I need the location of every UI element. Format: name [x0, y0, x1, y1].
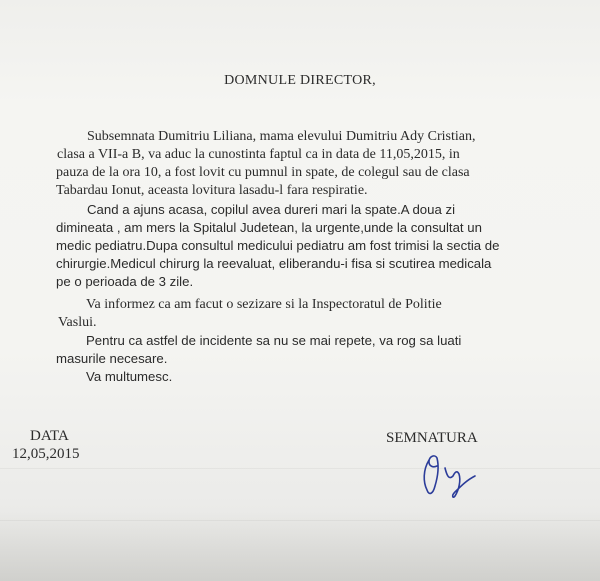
faint-line: [0, 520, 600, 521]
body-line: Pentru ca astfel de incidente sa nu se mai repete, va rog sa luati: [86, 333, 462, 348]
body-line: Cand a ajuns acasa, copilul avea dureri mari la spate.A doua zi: [87, 202, 456, 217]
signature-label: SEMNATURA: [386, 430, 478, 446]
faint-line: [0, 468, 600, 469]
date-value: 12,05,2015: [12, 446, 80, 462]
body-line: Vaslui.: [58, 315, 97, 330]
body-line: chirurgie.Medicul chirurg la reevaluat, eliberandu-i fisa si scutirea medicala: [56, 256, 492, 271]
body-line: Tabardau Ionut, aceasta lovitura lasadu-l fara respiratie.: [56, 183, 368, 198]
body-line: pe o perioada de 3 zile.: [56, 274, 194, 289]
body-line: Va informez ca am facut o sezizare si la Inspectoratul de Politie: [86, 297, 442, 312]
body-line: masurile necesare.: [56, 351, 168, 366]
document-title: DOMNULE DIRECTOR,: [224, 73, 376, 88]
body-line: Subsemnata Dumitriu Liliana, mama elevului Dumitriu Ady Cristian,: [87, 129, 476, 144]
body-line: pauza de la ora 10, a fost lovit cu pumnul in spate, de colegul sau de clasa: [56, 165, 470, 180]
body-line: clasa a VII-a B, va aduc la cunostinta faptul ca in data de 11,05,2015, in: [57, 147, 460, 162]
date-label: DATA: [30, 428, 69, 444]
body-line: Va multumesc.: [86, 369, 173, 384]
handwritten-signature-icon: [415, 446, 485, 502]
body-line: medic pediatru.Dupa consultul medicului pediatru am fost trimisi la sectia de: [56, 238, 500, 253]
body-line: dimineata , am mers la Spitalul Judetean, la urgente,unde la consultat un: [56, 220, 482, 235]
